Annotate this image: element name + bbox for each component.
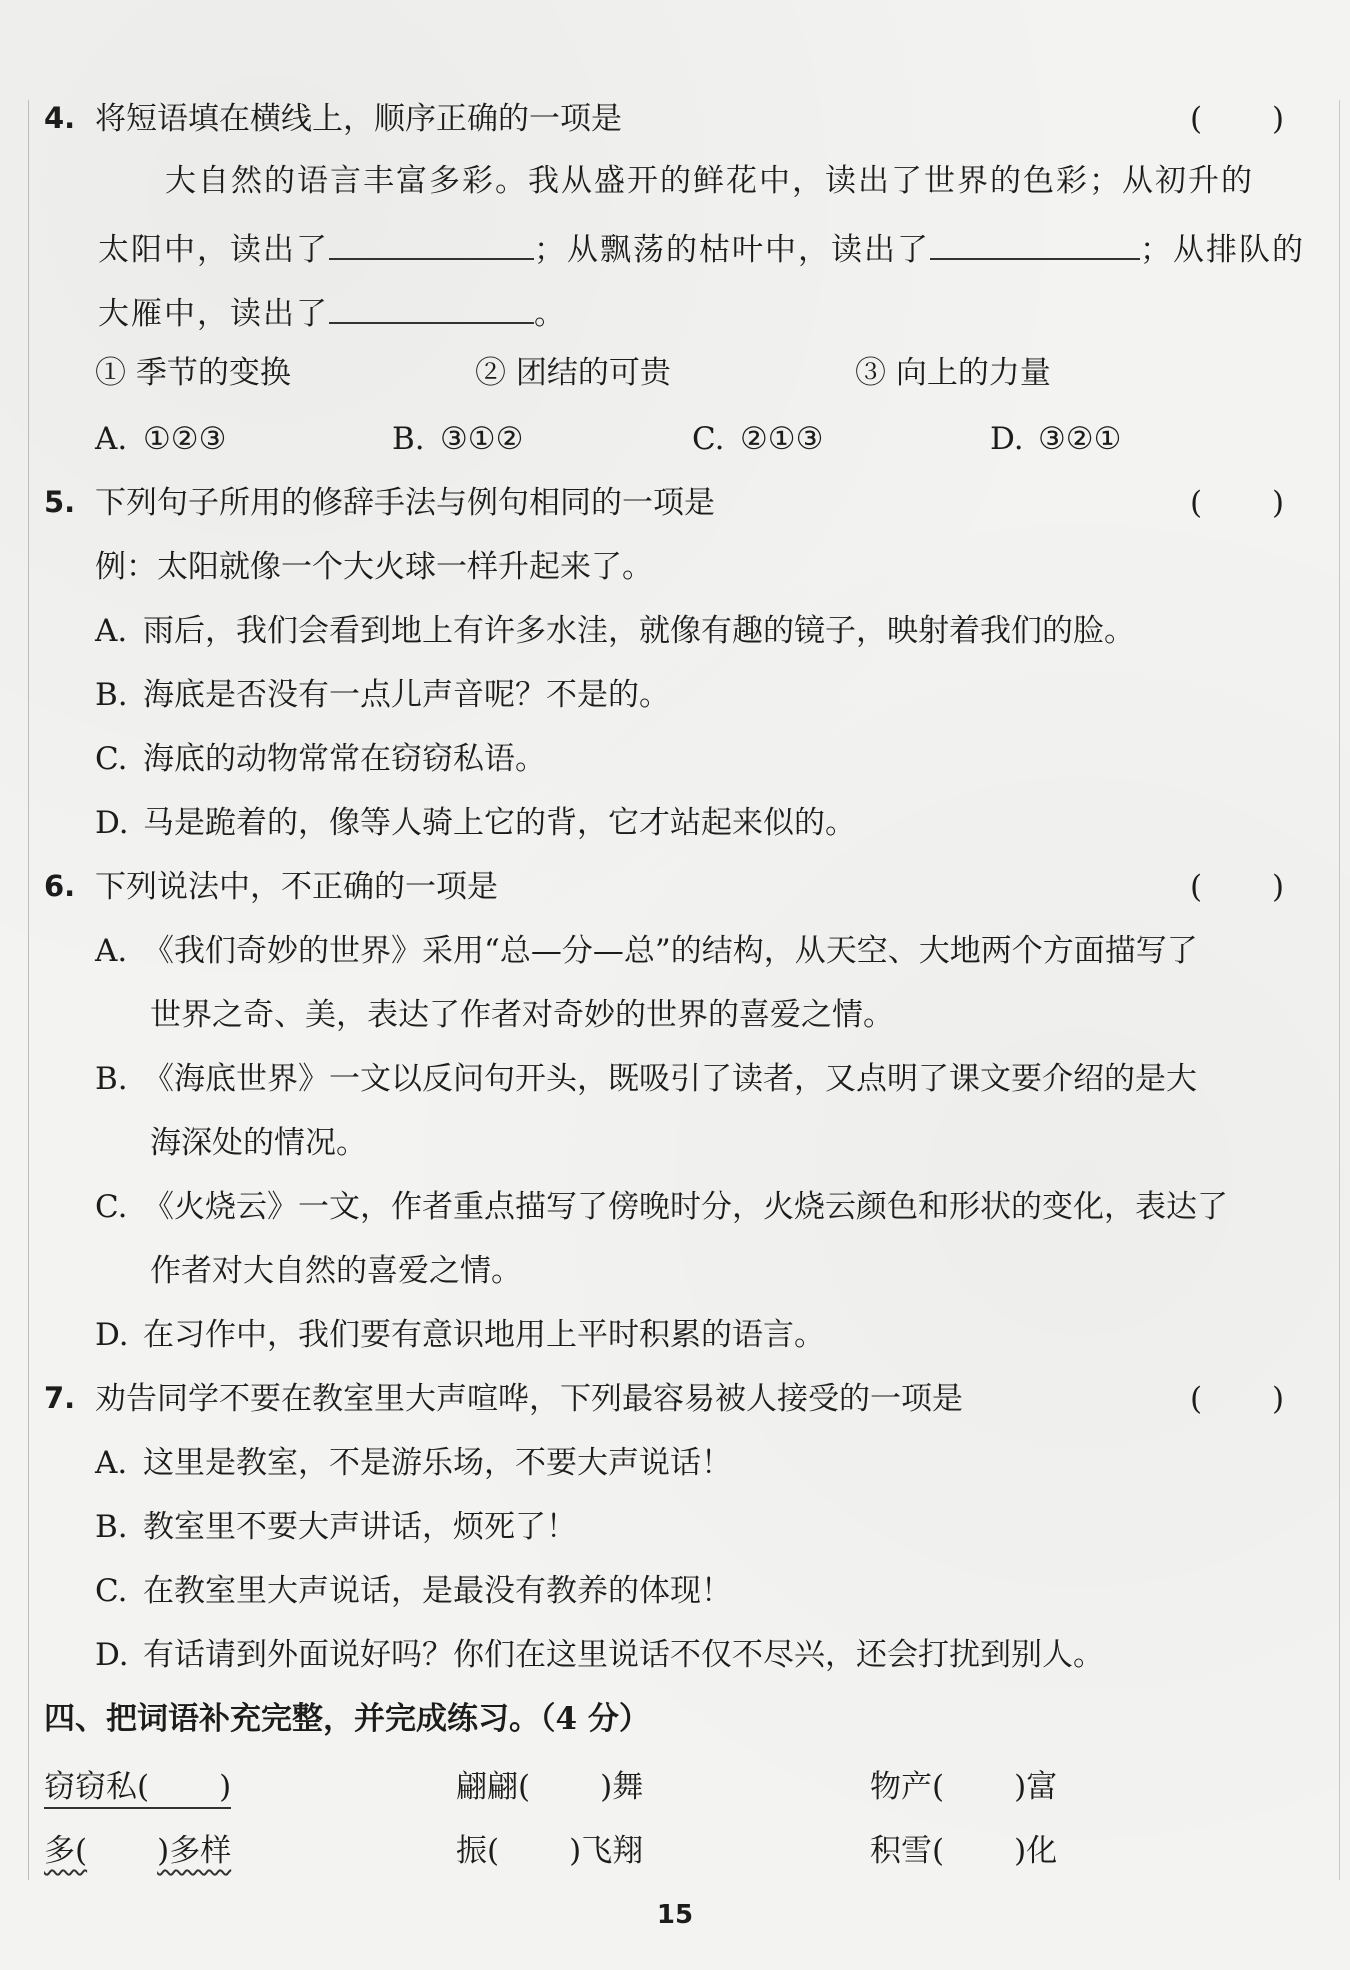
- question-stem: 下列说法中，不正确的一项是: [95, 869, 498, 905]
- fill-blank-2[interactable]: [930, 230, 1140, 260]
- word-blank-3[interactable]: 物产( )富: [870, 1769, 1058, 1805]
- question-number: 7.: [44, 1381, 76, 1415]
- question-stem: 劝告同学不要在教室里大声喧哗，下列最容易被人接受的一项是: [95, 1381, 963, 1417]
- word-blank-6[interactable]: 积雪( )化: [870, 1833, 1058, 1869]
- worksheet-page: 4. 将短语填在横线上，顺序正确的一项是 ( ) 大自然的语言丰富多彩。我从盛开的鲜花中，读出了世界的色彩；从初升的 太阳中，读出了 ；从飘荡的枯叶中，读出了 ；从排队的 大雁中，读出了 。 ① 季节的变换 ② 团结的可贵 ③ 向上的力量 A. ①②③ B. ③①② C. ②①③ D. ③②① 5. 下列句子所用的修辞手法与例句相同的一项是 ( ) 例：太阳就像一个大火球一样升起来了。 A. 雨后，我们会看到地上有许多水洼，就像有趣的镜子，映射着我们的脸。 B. 海底是否没有一点儿声音呢？不是的。 C. 海底的动物常常在窃窃私语。 D. 马是跪着的，像等人骑上它的背，它才站起来似的。 6. 下列说法中，不正确的一项是 ( ) A. 《我们奇妙的世界》采用“总—分—总”的结构，从天空、大地两个方面描写了 世界之奇、美，表达了作者对奇妙的世界的喜爱之情。 B. 《海底世界》一文以反问句开头，既吸引了读者，又点明了课文要介绍的是大 海深处的情况。 C. 《火烧云》一文，作者重点描写了傍晚时分，火烧云颜色和形状的变化，表达了 作者对大自然的喜爱之情。 D. 在习作中，我们要有意识地用上平时积累的语言。 7. 劝告同学不要在教室里大声喧哗，下列最容易被人接受的一项是 ( ) A. 这里是教室，不是游乐场，不要大声说话！ B. 教室里不要大声讲话，烦死了！ C. 在教室里大声说话，是最没有教养的体现！ D. 有话请到外面说好吗？你们在这里说话不仅不尽兴，还会打扰到别人。 四、把词语补充完整，并完成练习。（4 分） 窃窃私( ) 翩翩( )舞 物产( )富 多( )多样 振( )飞翔 积雪( )化 15: [0, 0, 1350, 1970]
- word-blank-1[interactable]: 窃窃私( ): [44, 1772, 231, 1809]
- question-number: 4.: [44, 101, 76, 135]
- option-c[interactable]: C. ②①③: [692, 421, 824, 457]
- answer-parentheses[interactable]: ( ): [1190, 101, 1285, 137]
- question-stem: 下列句子所用的修辞手法与例句相同的一项是: [95, 485, 715, 521]
- page-number: 15: [656, 1900, 694, 1930]
- answer-parentheses[interactable]: ( ): [1190, 869, 1285, 905]
- option-a[interactable]: A. ①②③: [95, 421, 227, 457]
- fill-blank-1[interactable]: [329, 230, 534, 260]
- answer-parentheses[interactable]: ( ): [1190, 1381, 1285, 1417]
- word-blank-5[interactable]: 振( )飞翔: [456, 1833, 644, 1869]
- passage-text: 太阳中，读出了 ；从飘荡的枯叶中，读出了 ；从排队的: [98, 232, 1305, 268]
- passage-text: 大自然的语言丰富多彩。我从盛开的鲜花中，读出了世界的色彩；从初升的: [165, 163, 1254, 199]
- left-margin-rule: [28, 100, 29, 1880]
- option-b[interactable]: B. ③①②: [392, 421, 524, 457]
- phrase-3: ③ 向上的力量: [855, 355, 1051, 391]
- question-stem: 将短语填在横线上，顺序正确的一项是: [95, 101, 622, 137]
- question-number: 6.: [44, 869, 76, 903]
- phrase-2: ② 团结的可贵: [475, 355, 671, 391]
- fill-blank-3[interactable]: [329, 294, 534, 324]
- word-blank-4[interactable]: 多( )多样: [44, 1833, 232, 1869]
- option-d[interactable]: D. ③②①: [990, 421, 1122, 457]
- passage-text: 大雁中，读出了 。: [98, 296, 567, 332]
- answer-parentheses[interactable]: ( ): [1190, 485, 1285, 521]
- phrase-1: ① 季节的变换: [95, 355, 291, 391]
- section-title: 四、把词语补充完整，并完成练习。（4 分）: [44, 1701, 650, 1737]
- question-number: 5.: [44, 485, 76, 519]
- word-blank-2[interactable]: 翩翩( )舞: [456, 1769, 644, 1805]
- right-margin-rule: [1339, 100, 1340, 1880]
